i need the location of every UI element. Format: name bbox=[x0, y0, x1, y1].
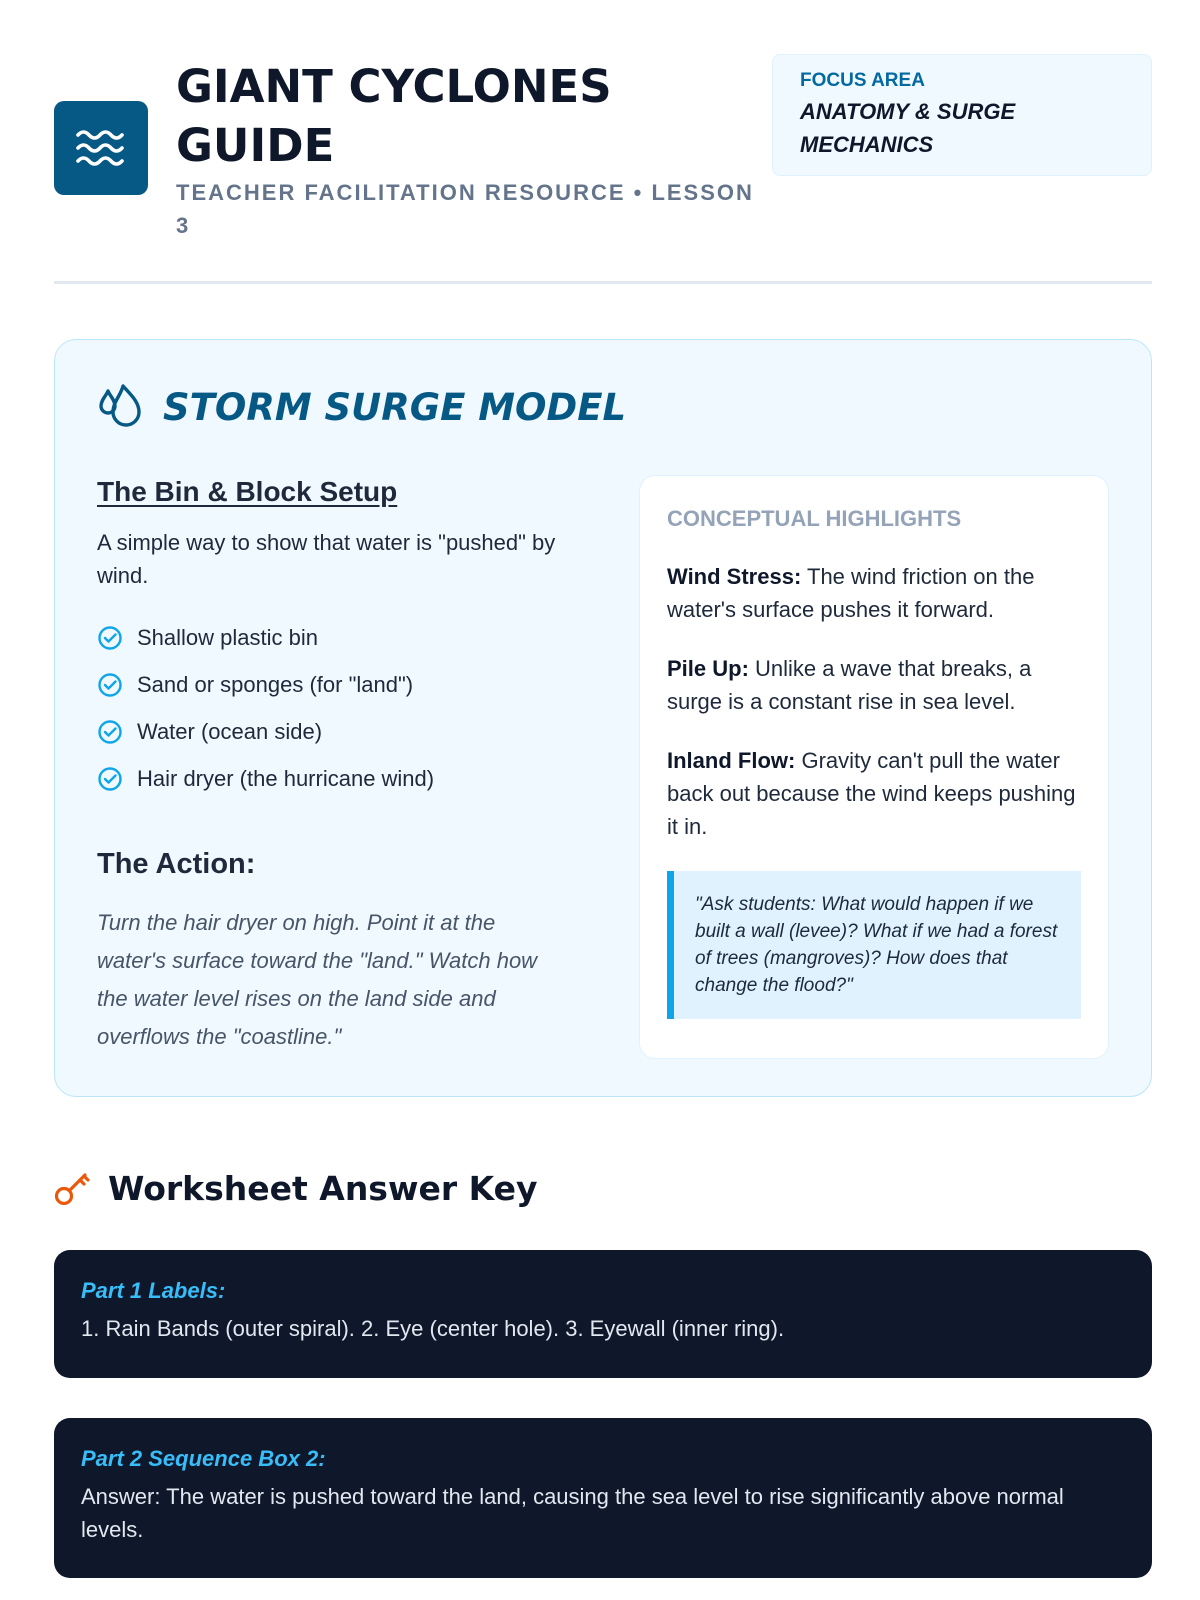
highlight-term: Pile Up: bbox=[667, 656, 749, 681]
check-circle-icon bbox=[97, 719, 123, 745]
materials-list bbox=[97, 614, 577, 802]
material-label: Hair dryer (the hurricane wind) bbox=[137, 765, 435, 791]
highlight-text: Gravity can't pull the water back out because the wind keeps pushing it in. bbox=[667, 748, 1076, 839]
answer-key-title: Worksheet Answer Key bbox=[108, 1168, 538, 1208]
setup-heading: The Bin & Block Setup bbox=[97, 476, 398, 507]
highlight-text: Unlike a wave that breaks, a surge is a constant rise in sea level. bbox=[667, 656, 1032, 714]
check-circle-icon bbox=[97, 672, 123, 698]
focus-area-label: FOCUS AREA bbox=[800, 70, 925, 91]
logo bbox=[54, 101, 148, 195]
key-icon bbox=[54, 1169, 92, 1207]
setup-column bbox=[97, 472, 577, 1056]
answer-text: 1. Rain Bands (outer spiral). 2. Eye (center hole). 3. Eyewall (inner ring). bbox=[81, 1316, 785, 1341]
answer-label: Part 2 Sequence Box 2: bbox=[81, 1446, 326, 1471]
setup-description: A simple way to show that water is "pushed" by wind. bbox=[97, 530, 556, 588]
answer-key-header bbox=[54, 1165, 537, 1211]
highlight-term: Wind Stress: bbox=[667, 564, 802, 589]
conceptual-highlights-box bbox=[639, 475, 1109, 1059]
waves-icon bbox=[74, 127, 128, 169]
header-divider bbox=[54, 281, 1152, 284]
highlight-item bbox=[667, 744, 1081, 843]
answer-text: Answer: The water is pushed toward the land, causing the sea level to rise significantly above normal levels. bbox=[81, 1484, 1064, 1542]
water-drops-icon bbox=[97, 382, 145, 432]
answer-card bbox=[54, 1418, 1152, 1578]
highlight-term: Inland Flow: bbox=[667, 748, 796, 773]
action-text: Turn the hair dryer on high. Point it at the water's surface toward the "land." Watch how the water level rises on the land side and overflows the "coastline." bbox=[97, 910, 538, 1049]
storm-surge-card bbox=[54, 339, 1152, 1097]
list-item bbox=[97, 614, 577, 661]
focus-area-box bbox=[772, 54, 1152, 176]
material-label: Sand or sponges (for "land") bbox=[137, 671, 414, 697]
material-label: Shallow plastic bin bbox=[137, 624, 318, 650]
list-item bbox=[97, 755, 577, 802]
answer-label: Part 1 Labels: bbox=[81, 1278, 226, 1303]
highlight-item bbox=[667, 560, 1081, 626]
check-circle-icon bbox=[97, 766, 123, 792]
list-item bbox=[97, 661, 577, 708]
material-label: Water (ocean side) bbox=[137, 718, 323, 744]
highlights-label: CONCEPTUAL HIGHLIGHTS bbox=[667, 506, 962, 531]
list-item bbox=[97, 708, 577, 755]
highlight-text: The wind friction on the water's surface pushes it forward. bbox=[667, 564, 1035, 622]
action-heading: The Action: bbox=[97, 848, 256, 880]
check-circle-icon bbox=[97, 625, 123, 651]
discussion-quote: "Ask students: What would happen if we built a wall (levee)? What if we had a forest of trees (mangroves)? How does that change the flood?" bbox=[667, 871, 1081, 1019]
answer-card bbox=[54, 1250, 1152, 1378]
highlight-item bbox=[667, 652, 1081, 718]
guide-header bbox=[54, 52, 1152, 282]
storm-surge-header bbox=[97, 382, 626, 432]
storm-surge-title: STORM SURGE MODEL bbox=[163, 385, 627, 429]
page-title: GIANT CYCLONES GUIDE bbox=[176, 60, 612, 172]
focus-area-value: ANATOMY & SURGE MECHANICS bbox=[800, 99, 1016, 157]
page-subtitle: TEACHER FACILITATION RESOURCE • LESSON 3 bbox=[176, 180, 754, 238]
